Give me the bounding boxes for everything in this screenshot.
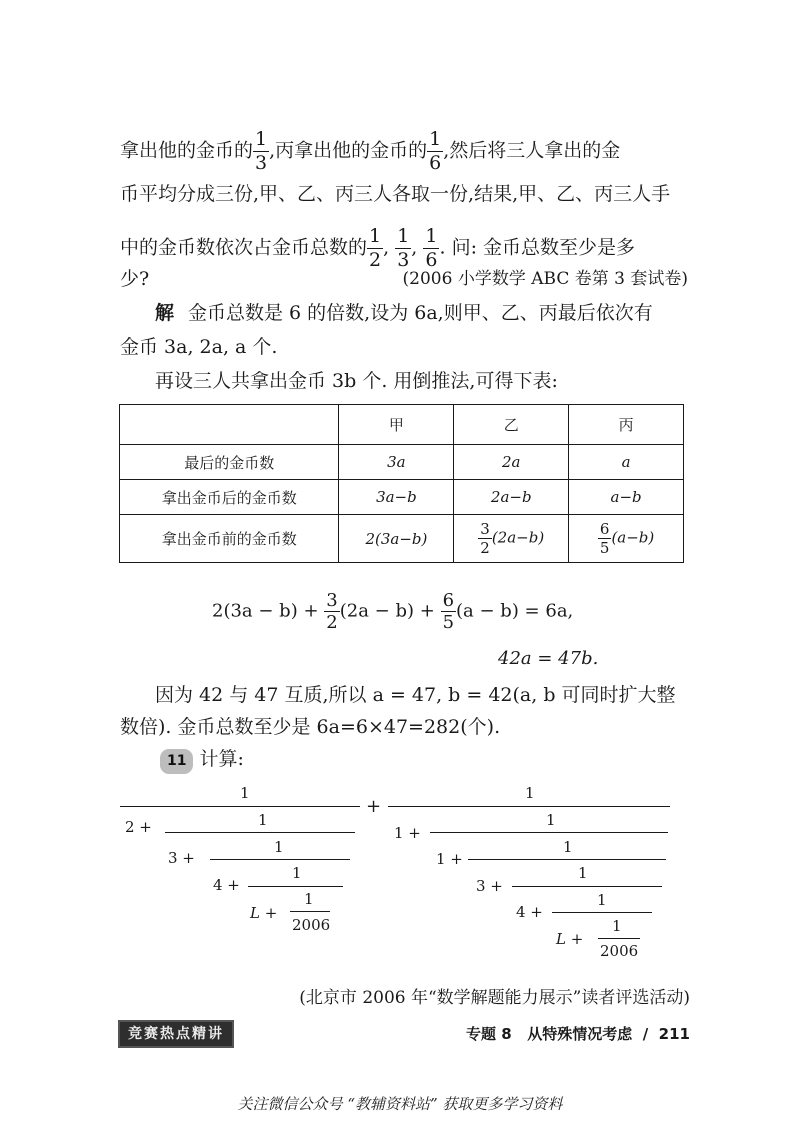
conclusion-line-2: 数倍). 金币总数至少是 6a=6×47=282(个). xyxy=(120,716,501,738)
table-header-cell: 乙 xyxy=(454,405,569,445)
table-cell: a−b xyxy=(569,480,684,515)
table-header-cell: 丙 xyxy=(569,405,684,445)
fraction-one-sixth: $\frac{1}{6}$ xyxy=(429,128,442,174)
table-header-cell xyxy=(120,405,339,445)
row-label: 拿出金币前的金币数 xyxy=(120,515,339,563)
page-footer-topic: 专题 8 从特殊情况考虑 / 211 xyxy=(465,1025,690,1043)
table-cell: 2a−b xyxy=(454,480,569,515)
backward-table xyxy=(119,404,684,563)
row-label: 拿出金币后的金币数 xyxy=(120,480,339,515)
fraction-one-third: $\frac{1}{3}$ xyxy=(255,128,268,174)
conclusion-line-1: 因为 42 与 47 互质,所以 a = 47, b = 42(a, b 可同时扩大整 xyxy=(155,684,676,706)
problem-line-3: 中的金币数依次占金币总数的 $\frac{1}{2}$ , $\frac{1}{3}$ , $\frac{1}{6}$ . 问: 金币总数至少是多 xyxy=(120,225,636,271)
problem-11-heading xyxy=(160,748,730,774)
table-cell: $\frac{3}{2}$ (2a−b) xyxy=(454,515,569,563)
row-label: 最后的金币数 xyxy=(120,445,339,480)
problem-11-source: (北京市 2006 年“数学解题能力展示”读者评选活动) xyxy=(299,988,690,1008)
table-cell: 3a−b xyxy=(339,480,454,515)
watermark-text: 关注微信公众号 “教辅资料站” 获取更多学习资料 xyxy=(237,1095,563,1113)
plus-sign: + xyxy=(366,796,382,817)
equation-line-1: 2(3a − b) + $\frac{3}{2}$ (2a − b) + $\frac{6}{5}$ (a − b) = 6a, xyxy=(212,590,574,633)
solution-label: 解 xyxy=(155,302,175,324)
solution-line-2: 金币 3a, 2a, a 个. xyxy=(120,336,278,358)
table-header-cell: 甲 xyxy=(339,405,454,445)
text: 拿出他的金币的 xyxy=(120,139,254,162)
table-cell: $\frac{6}{5}$ (a−b) xyxy=(569,515,684,563)
solution-line-3: 再设三人共拿出金币 3b 个. 用倒推法,可得下表: xyxy=(155,370,558,392)
problem-line-2: 币平均分成三份,甲、乙、丙三人各取一份,结果,甲、乙、丙三人手 xyxy=(120,183,671,205)
table-cell: a xyxy=(569,445,684,480)
table-cell: 3a xyxy=(339,445,454,480)
section-badge: 竞赛热点精讲 xyxy=(118,1020,234,1048)
table-row xyxy=(120,515,684,563)
table-row xyxy=(120,480,684,515)
table-row xyxy=(120,445,684,480)
problem-source: (2006 小学数学 ABC 卷第 3 套试卷) xyxy=(402,269,688,289)
problem-number-badge: 11 xyxy=(160,749,193,774)
equation-line-2: 42a = 47b. xyxy=(498,648,599,669)
table-cell: 2a xyxy=(454,445,569,480)
problem-11-title: 计算: xyxy=(199,748,244,770)
problem-line-4: 少? xyxy=(120,268,150,290)
table-header-row xyxy=(120,405,684,445)
problem-line-1: 拿出他的金币的 $\frac{1}{3}$ ,丙拿出他的金币的 $\frac{1}{6}$ ,然后将三人拿出的金 xyxy=(120,128,621,174)
solution-line-1: 解 金币总数是 6 的倍数,设为 6a,则甲、乙、丙最后依次有 xyxy=(155,302,653,324)
table-cell: 2(3a−b) xyxy=(339,515,454,563)
